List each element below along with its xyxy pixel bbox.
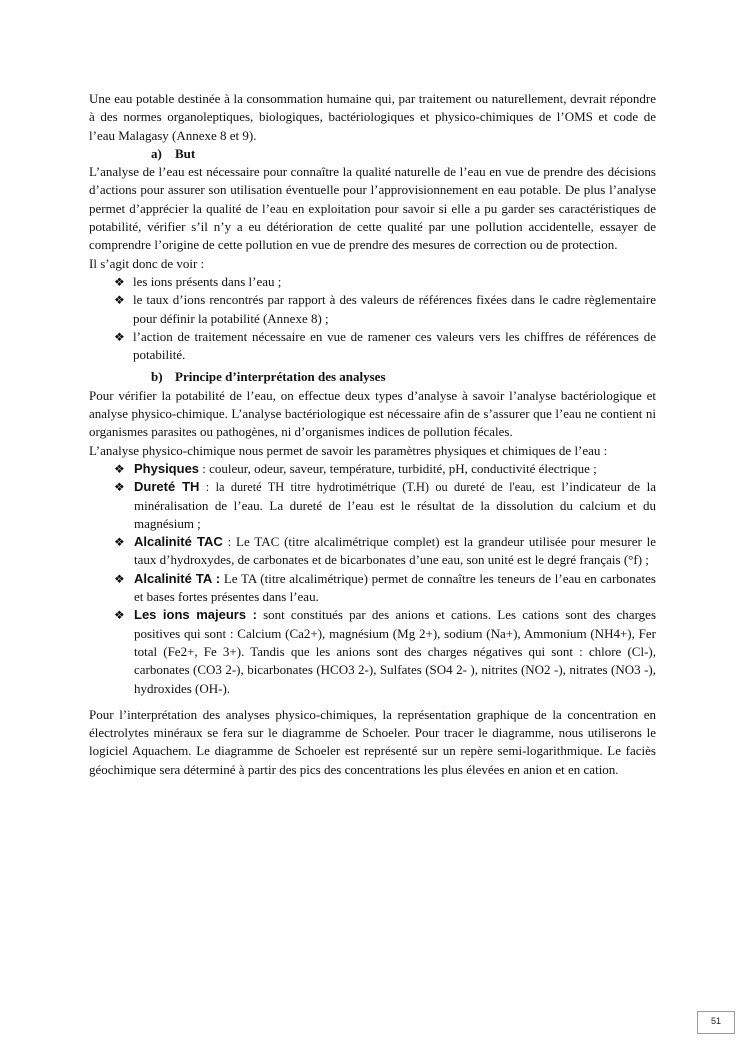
text-tac: : Le TAC (titre alcalimétrique complet) est la grandeur utilisée pour mesurer le taux d’hydroxydes, de carbonates et de bicarbonates d’une eau, son unité est le degré français (°f) ;	[134, 534, 656, 568]
list-item	[89, 291, 656, 328]
bullet-icon: ❖	[114, 274, 125, 289]
list-item-tac	[89, 533, 656, 570]
list-item-physiques	[89, 460, 656, 478]
section-b-paragraph-3: Pour l’interprétation des analyses physico-chimiques, la représentation graphique de la concentration en électrolytes minéraux se fera sur le diagramme de Schoeler. Pour tracer le diagramme, nous utiliserons le logiciel Aquachem. Le diagramme de Schoeler est représenté sur un repère semi-logarithmique. Le faciès géochimique sera déterminé à partir des pics des concentrations les plus élevées en anion et en cation.	[89, 706, 656, 777]
section-a-bullet-list	[89, 273, 656, 364]
bullet-icon: ❖	[114, 571, 125, 586]
section-b-paragraph-1: Pour vérifier la potabilité de l’eau, on effectue deux types d’analyse à savoir l’analyse bactériologique et analyse physico-chimique. L’analyse bactériologique est nécessaire afin de s’assurer que l’eau ne contient ni organismes parasites ou pathogènes, ni d’organismes indices de pollution fécales.	[89, 387, 656, 440]
list-item-text: le taux d’ions rencontrés par rapport à des valeurs de références fixées dans le cadre règlementaire pour définir la potabilité (Annexe 8) ;	[133, 292, 656, 326]
bullet-icon: ❖	[114, 329, 125, 344]
bullet-icon: ❖	[114, 535, 125, 550]
list-item-durete	[89, 478, 656, 533]
section-b-paragraph-2: L’analyse physico-chimique nous permet de savoir les paramètres physiques et chimiques de l’eau :	[89, 442, 608, 458]
section-b-bullet-list	[89, 460, 656, 698]
text-ta: Le TA (titre alcalimétrique) permet de connaître les teneurs de l’eau en carbonates et bases fortes présentes dans l’eau.	[134, 570, 656, 605]
text-durete-b: l’indicateur de la minéralisation de l’eau. La dureté de l’eau est le résultat de la dissolution du calcium et du magnésium ;	[134, 479, 656, 531]
term-tac: Alcalinité TAC	[134, 534, 223, 550]
term-physiques: Physiques	[134, 460, 200, 476]
text-ions: sont constitués par des anions et cations. Les cations sont des charges positives qui sont : Calcium (Ca2+), magnésium (Mg 2+), sodium (Na+), Ammonium (NH4+), Fer total (Fe2+, Fe 3+). Tandis que les anions sont des charges négatives qui sont : chlore (Cl-), carbonates (CO3 2-), bicarbonates (HCO3 2-), Sulfates (SO4 2- ), nitrites (NO2 -), nitrates (NO3 -), hydroxides (OH-).	[134, 607, 657, 696]
text-durete-a: : la dureté TH titre hydrotimétrique (T.H) ou dureté de l'eau, est	[199, 480, 562, 495]
bullet-icon: ❖	[114, 480, 125, 495]
bullet-icon: ❖	[114, 293, 125, 308]
document-page	[89, 90, 656, 779]
section-b-title: Principe d’interprétation des analyses	[175, 369, 386, 385]
intro-paragraph: Une eau potable destinée à la consommation humaine qui, par traitement ou naturellement, devrait répondre à des normes organoleptiques, biologiques, bactériologiques et physico-chimiques de l’OMS et code de l’eau Malagasy (Annexe 8 et 9).	[89, 91, 656, 143]
term-durete: Dureté TH	[134, 479, 200, 495]
spacer	[89, 698, 656, 706]
section-a-label: a)	[151, 145, 162, 161]
list-item-ions	[89, 606, 656, 697]
bullet-icon: ❖	[114, 608, 125, 623]
section-a-paragraph: L’analyse de l’eau est nécessaire pour connaître la qualité naturelle de l’eau en vue de prendre des décisions d’actions pour assurer son utilisation éventuelle pour l’approvisionnement en eau potable. De plus l’analyse permet d’apprécier la qualité de l’eau en exploitation pour savoir si elle a pu garder ses caractéristiques de potabilité, vérifier s’il n’y a eu détérioration de cette qualité par une pollution accidentelle, essayer de comprendre l’origine de cette pollution en vue de prendre des mesures de correction ou de protection.	[89, 164, 656, 253]
list-item-text: les ions présents dans l’eau ;	[133, 273, 282, 289]
section-a-title: But	[175, 145, 196, 161]
section-b-label: b)	[151, 369, 163, 385]
bullet-icon: ❖	[114, 461, 125, 476]
list-item	[89, 273, 656, 291]
section-a-lead: Il s’agit donc de voir :	[89, 255, 205, 271]
section-a-heading	[89, 145, 656, 163]
list-item-text: l’action de traitement nécessaire en vue de ramener ces valeurs vers les chiffres de références de potabilité.	[133, 328, 656, 363]
page-number: 51	[697, 1011, 735, 1034]
term-ions: Les ions majeurs :	[134, 607, 257, 623]
section-b-heading	[89, 368, 656, 386]
list-item	[89, 328, 656, 365]
list-item-ta	[89, 570, 656, 607]
term-ta: Alcalinité TA :	[134, 570, 221, 586]
text-physiques: : couleur, odeur, saveur, température, turbidité, pH, conductivité électrique ;	[199, 460, 597, 476]
